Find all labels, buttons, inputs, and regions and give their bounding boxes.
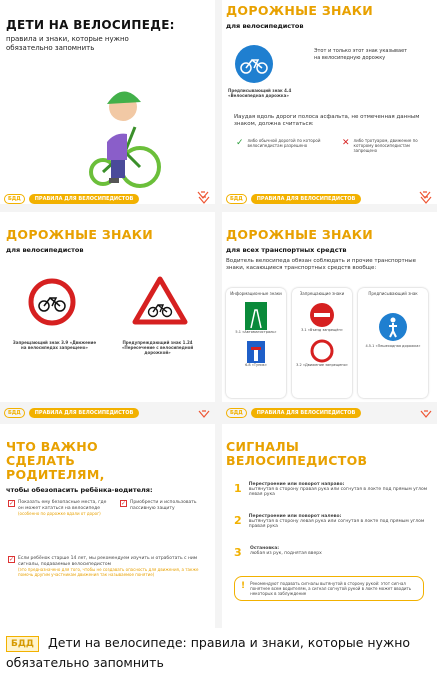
tip-text: Рекомендуют подавать сигналы вытянутой в сторону рукой: этот сигнал понятнее всем водителям, а сигнал согнутой рукой в локте может вводить некоторых в заблуждение [250, 581, 412, 596]
signal-desc: любая из рук, поднятая вверх [250, 551, 322, 556]
col-title: Запрещающие знаки [299, 291, 345, 296]
slide-5-title: ЧТО ВАЖНО СДЕЛАТЬ РОДИТЕЛЯМ, [6, 439, 105, 482]
signal-desc: вытянутая в сторону правая рука или согнутая в локте под прямым углом левая рука [248, 487, 428, 497]
bdd-badge: БДД [226, 408, 247, 418]
tip-item: Показать ему безопасные места, где он может кататься на велосипеде [18, 500, 107, 511]
bookmark-icon[interactable] [420, 196, 432, 204]
slide-5-subtitle: чтобы обезопасить ребёнка-водителя: [6, 486, 153, 494]
bdd-badge: БДД [4, 194, 25, 204]
slide-6 [222, 424, 437, 628]
warning-icon: ! [241, 581, 246, 591]
slide-3-title: ДОРОЖНЫЕ ЗНАКИ [6, 227, 154, 242]
tip-item: Если ребёнок старше 14 лет, мы рекомендуем изучить и отработать с ним сигналы, подаваемые велосипедистом [18, 556, 198, 567]
category-pill[interactable]: ПРАВИЛА ДЛЯ ВЕЛОСИПЕДИСТОВ [29, 408, 140, 418]
signal-row [234, 546, 429, 559]
category-pill[interactable]: ПРАВИЛА ДЛЯ ВЕЛОСИПЕДИСТОВ [251, 408, 362, 418]
sign-caption: 3.2 «Движение запрещено» [296, 363, 348, 367]
signal-number: 3 [234, 546, 242, 559]
check-icon: ✓ [236, 138, 244, 148]
prohibition-signs-card [292, 288, 352, 398]
slide-3-subtitle: для велосипедистов [6, 246, 84, 254]
article-bdd-badge[interactable]: БДД [6, 636, 39, 652]
sign-caption-2: Предупреждающий знак 1.24 «Пересечение с велосипедной дорожкой» [121, 340, 194, 355]
tip-note: (особенно по дорожке вдали от дорог) [18, 511, 101, 516]
no-entry-sign-icon [309, 302, 335, 328]
checkbox-icon: ✓ [9, 500, 15, 507]
option-yes: либо обычной дорогой по которой велосипедистам разрешено [247, 138, 321, 148]
slide-2-title: ДОРОЖНЫЕ ЗНАКИ [226, 3, 374, 18]
sign-caption: 4.5.1 «Пешеходная дорожка» [365, 344, 421, 348]
cross-icon: ✕ [342, 138, 350, 148]
slide-3 [0, 212, 215, 402]
checkbox-icon: ✓ [9, 556, 15, 563]
sign-caption-1: Запрещающий знак 3.9 «Движение на велосипедах запрещено» [12, 340, 97, 350]
option-no: либо тротуаром, движение по которому велосипедистам запрещено [353, 138, 418, 153]
signal-row [234, 482, 429, 497]
slide-footer [226, 408, 361, 418]
bicycle-crossing-warning-sign-icon [132, 276, 188, 326]
slide-2 [222, 0, 437, 204]
mandatory-sign-card [358, 288, 428, 398]
slide-5 [0, 424, 215, 628]
slide-footer [226, 194, 361, 204]
child-on-bike-illustration [85, 72, 185, 192]
bookmark-icon[interactable] [198, 410, 210, 418]
bdd-badge: БДД [226, 194, 247, 204]
slide-4-subtitle: для всех транспортных средств [226, 246, 347, 254]
question-text: Иаудая вдоль дороги полоса асфальта, не отмеченная данным знаком, должна считаться: [234, 114, 420, 127]
sign-caption: 6.8 «Тупик» [245, 363, 267, 367]
article-title-line-1[interactable]: Дети на велосипеде: правила и знаки, которые нужно [48, 635, 411, 650]
signal-title: Перестроение или поворот направо: [248, 482, 345, 487]
signal-number: 2 [234, 514, 242, 527]
sign-caption: 3.1 «Въезд запрещён» [301, 328, 343, 332]
no-traffic-sign-icon [310, 339, 334, 363]
bookmark-icon[interactable] [198, 196, 210, 204]
intro-text: Водитель велосипеда обязан соблюдать и прочие транспортные знаки, касающиеся транспортных средств вообще: [226, 258, 417, 271]
sign-caption: Предписывающий знак 4.4 «Велосипедная дорожка» [228, 88, 292, 98]
signal-desc: вытянутая в сторону левая рука или согнутая в локте под прямым углом правая рука [248, 519, 425, 529]
tip-box [234, 576, 424, 601]
col-title: Предписывающий знак [368, 291, 418, 296]
slide-6-title: СИГНАЛЫ ВЕЛОСИПЕДИСТОВ [226, 439, 368, 468]
signal-number: 1 [234, 482, 242, 495]
info-signs-card [226, 288, 286, 398]
bicycle-path-sign-icon [234, 44, 274, 84]
checkbox-icon: ✓ [121, 500, 127, 507]
col-title: Информационные знаки [230, 291, 282, 296]
tip-item: Приобрести и использовать пассивную защиту [130, 500, 197, 511]
slide-1-title: ДЕТИ НА ВЕЛОСИПЕДЕ: [6, 18, 175, 32]
dead-end-sign-icon [247, 341, 265, 363]
signal-title: Остановка: [250, 546, 280, 551]
bookmark-icon[interactable] [420, 410, 432, 418]
article-title-line-2[interactable]: обязательно запомнить [6, 655, 164, 670]
slide-4 [222, 212, 437, 402]
slide-footer [4, 194, 139, 204]
bdd-badge: БДД [4, 408, 25, 418]
category-pill[interactable]: ПРАВИЛА ДЛЯ ВЕЛОСИПЕДИСТОВ [251, 194, 362, 204]
slide-1 [0, 0, 215, 204]
no-bicycles-sign-icon [28, 278, 76, 326]
sign-description: Этот и только этот знак указывает на велосипедную дорожку [314, 48, 408, 61]
category-pill[interactable]: ПРАВИЛА ДЛЯ ВЕЛОСИПЕДИСТОВ [29, 194, 140, 204]
slide-1-subtitle: правила и знаки, которые нужно обязательно запомнить [6, 35, 129, 52]
signal-row [234, 514, 429, 529]
tip-note: (это предназначено для того, чтобы не создавать опасность для движения, а также помочь другим участникам движения так называемое понятие) [18, 567, 199, 577]
slide-4-title: ДОРОЖНЫЕ ЗНАКИ [226, 227, 374, 242]
motorway-sign-icon [245, 302, 267, 330]
slide-footer [4, 408, 139, 418]
sign-caption: 5.1 «Автомагистраль» [235, 330, 277, 334]
slide-2-subtitle: для велосипедистов [226, 22, 304, 30]
pedestrian-path-sign-icon [378, 312, 408, 342]
signal-title: Перестроение или поворот налево: [248, 514, 342, 519]
